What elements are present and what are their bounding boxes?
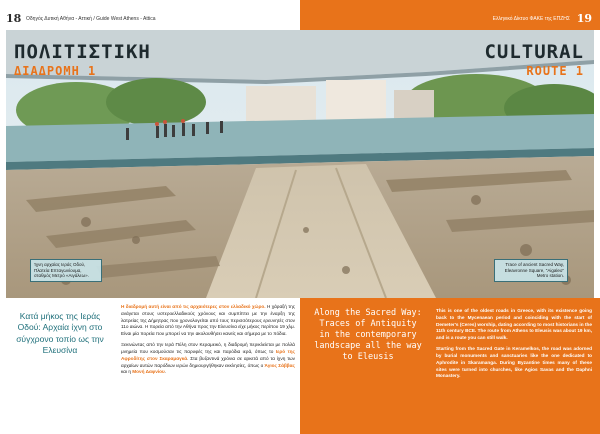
greek-photo-caption: Ίχνη αρχαίας Ιεράς Οδού, Πλατεία Επταγωνίουμα, σταθμός Μετρό «Αιγάλεω».: [30, 259, 102, 282]
english-paragraph-1: This is one of the oldest roads in Greece, with its existence going back to the Mycenaean period and coinciding with the start of Demeter's (Ceres) worship, dating according to most historians in the 11th century BCE. The route from Athens to Eleusis was about 19 km, and is a route you can still walk.: [436, 308, 592, 341]
greek-body-text: [121, 304, 295, 380]
daphni-monastery-highlight: Μονή Δαφνίου: [132, 369, 165, 375]
greek-text-segment: .: [164, 369, 167, 375]
greek-text-segment: . Στα βυζαντινά χρόνια σε αρκετά από τα ίχνη των αρχαίων αυτών παρόδιων ιερών δημιουργήθηκαν εκκλησίες, όπως ο: [121, 355, 295, 368]
header-left: [0, 0, 300, 30]
english-body-text: [436, 308, 592, 384]
header-right: [300, 0, 600, 30]
greek-text-segment: Ξεκινώντας από την Ιερά Πύλη στον Κεραμεικό, η διαδρομή περικλείεται με πολλά μνημεία που κοσμούσαν τις παρυφές της και παρόδια ιερά, όπως το: [121, 342, 295, 354]
right-page-number: 19: [576, 12, 592, 25]
agios-savvas-highlight: Άγιος Σάββας: [264, 362, 295, 368]
greek-paragraph-2: [121, 342, 295, 376]
english-pullquote: Along the Sacred Way: Traces of Antiquity in the contemporary landscape all the way to Eleusis: [314, 308, 422, 363]
english-paragraph-2: Starting from the Sacred Gate in Keramelkos, the road was adorned by burial monuments and sanctuaries like the one dedicated to Aphrodite in Skaramanga. During Byzantine times many of these sites were turned into churches, like Agios Savas and the Daphni Monastery.: [436, 346, 592, 379]
greek-title: ΠΟΛΙΤΙΣΤΙΚΗ: [14, 41, 151, 63]
left-page-number: 18: [6, 12, 22, 25]
greek-paragraph-1: [121, 304, 295, 338]
greek-text-segment: και η: [121, 369, 133, 375]
right-running-header: Ελληνικό Δίκτυο ΦΑΚΕ της ΕΠΖΗΣ: [492, 16, 570, 22]
aphrodite-sanctuary-highlight: Ιερό της Αφροδίτης στον Σκαραμαγκά: [121, 348, 295, 361]
greek-intro-text: Η χάραξή της ανάγεται στους υστεροελλαδικούς χρόνους και συμπίπτει με την έναρξη της λατρείας της Δήμητρας που χρονολογείται από τους περισσότερους ερευνητές στον 11ο αιώνα. Η πορεία από την Αθήνα προς την Ελευσίνα είχε μήκος περίπου 19 χλμ. Είναι μία πορεία που μπορεί να την ακολουθήσει κανείς και σήμερα με το πόδια.: [121, 304, 295, 337]
greek-subtitle: ΔΙΑΔΡΟΜΗ 1: [14, 64, 97, 78]
greek-intro-highlight: Η διαδρομή αυτή είναι από τις αρχαιότερες στον ελλαδικό χώρο.: [121, 304, 266, 309]
english-title: CULTURAL: [484, 41, 584, 63]
english-photo-caption: Trace of ancient Sacred Way, Eleavronne Square, "Aigaleo" Metro station.: [494, 259, 568, 282]
greek-pullquote: Κατά μήκος της Ιεράς Οδού: Αρχαία ίχνη στο σύγχρονο τοπίο ως την Ελευσίνα: [16, 311, 104, 356]
left-running-header: Οδηγός Δυτική Αθήνα - Αττική / Guide West Athens - Attica: [26, 16, 156, 22]
english-subtitle: ROUTE 1: [526, 64, 584, 78]
